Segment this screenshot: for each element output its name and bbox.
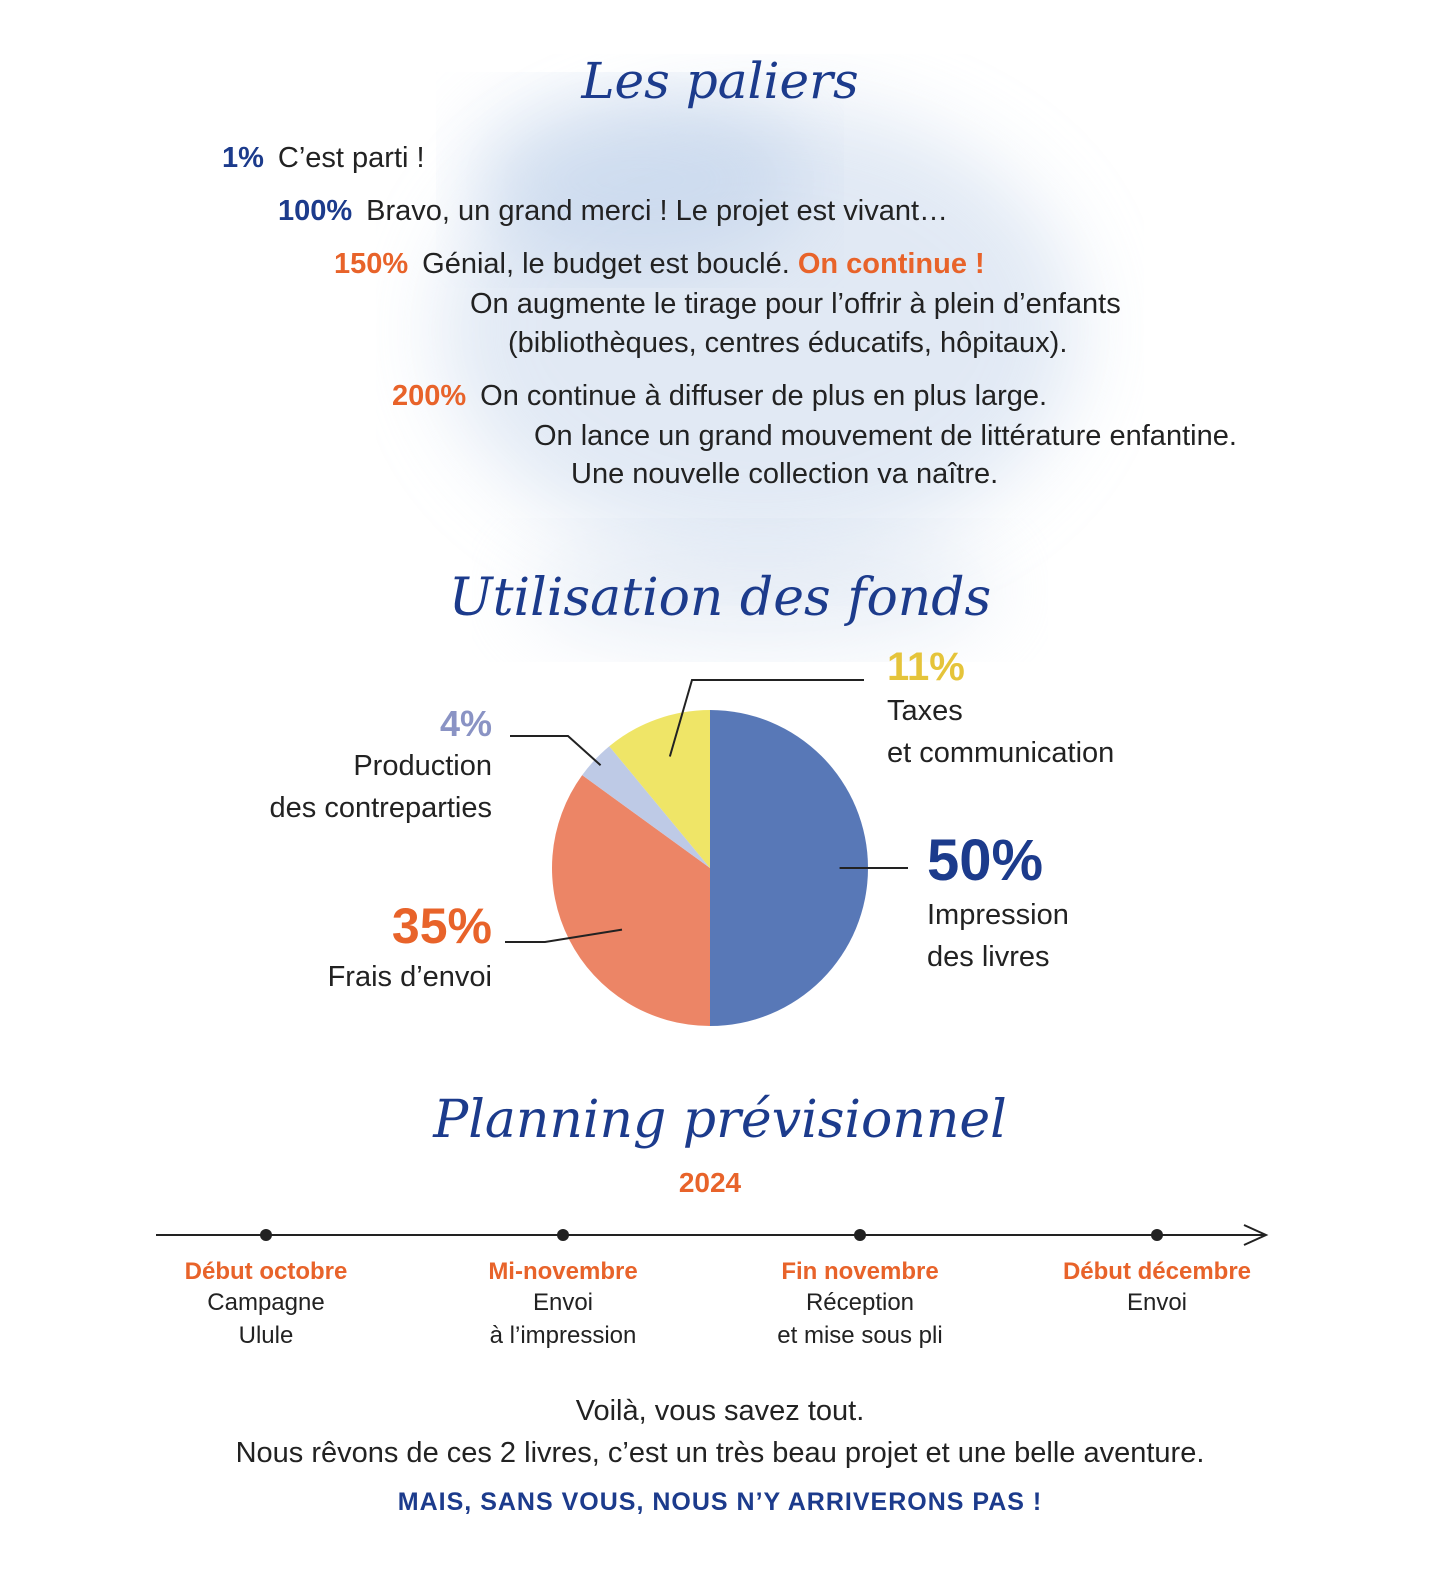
label-production bbox=[200, 703, 492, 829]
footer-cta: MAIS, SANS VOUS, NOUS N’Y ARRIVERONS PAS ! bbox=[397, 1488, 1043, 1516]
label-envoi-line1: Frais d’envoi bbox=[327, 961, 492, 993]
tier-1-pct: 1% bbox=[222, 142, 264, 174]
tier-150-pct: 150% bbox=[334, 248, 409, 280]
tier-200-text: On continue à diffuser de plus en plus large. bbox=[480, 380, 1048, 412]
milestone-1-line2: Ulule bbox=[238, 1322, 294, 1349]
milestone-1-line1: Campagne bbox=[207, 1289, 325, 1316]
footer-line2: Nous rêvons de ces 2 livres, c’est un très beau projet et une belle aventure. bbox=[235, 1437, 1205, 1469]
label-impression bbox=[927, 828, 1069, 978]
label-taxes-line2: et communication bbox=[887, 737, 1115, 769]
timeline-dot-3 bbox=[854, 1229, 866, 1241]
milestone-4-line1: Envoi bbox=[1126, 1289, 1188, 1316]
leader-line-3 bbox=[510, 736, 601, 765]
tier-100-pct: 100% bbox=[278, 195, 353, 227]
tiers-title: Les paliers bbox=[581, 52, 859, 110]
milestone-3-date: Fin novembre bbox=[781, 1258, 939, 1285]
timeline-dot-4 bbox=[1151, 1229, 1163, 1241]
milestone-3-line2: et mise sous pli bbox=[777, 1322, 943, 1349]
milestone-4-date: Début décembre bbox=[1062, 1258, 1252, 1285]
milestone-2-line2: à l’impression bbox=[489, 1322, 637, 1349]
label-production-line1: Production bbox=[353, 750, 492, 782]
label-envoi bbox=[200, 896, 492, 998]
planning-year: 2024 bbox=[678, 1167, 742, 1198]
milestone-1-date: Début octobre bbox=[184, 1258, 348, 1285]
tier-150 bbox=[334, 248, 985, 281]
timeline-dot-1 bbox=[260, 1229, 272, 1241]
tier-150-line1: On augmente le tirage pour l’offrir à plein d’enfants bbox=[470, 288, 1121, 320]
timeline-dot-2 bbox=[557, 1229, 569, 1241]
milestone-4 bbox=[1027, 1258, 1287, 1319]
label-production-line2: des contreparties bbox=[269, 792, 492, 824]
footer-line1: Voilà, vous savez tout. bbox=[575, 1395, 865, 1427]
funds-title: Utilisation des fonds bbox=[448, 568, 992, 628]
tier-200 bbox=[392, 380, 1047, 413]
milestone-2-line1: Envoi bbox=[532, 1289, 594, 1316]
tier-1 bbox=[222, 142, 425, 175]
tier-200-line1: On lance un grand mouvement de littérature enfantine. bbox=[534, 420, 1237, 452]
tier-200-pct: 200% bbox=[392, 380, 467, 412]
tier-100-text: Bravo, un grand merci ! Le projet est vivant… bbox=[366, 195, 949, 227]
label-impression-pct: 50% bbox=[927, 828, 1044, 893]
label-impression-line1: Impression bbox=[927, 899, 1069, 931]
milestone-1 bbox=[136, 1258, 396, 1352]
label-taxes bbox=[887, 645, 1114, 774]
label-taxes-pct: 11% bbox=[887, 645, 965, 689]
timeline bbox=[0, 1220, 1440, 1250]
tier-150-text: Génial, le budget est bouclé. bbox=[422, 248, 790, 280]
label-envoi-pct: 35% bbox=[391, 898, 492, 954]
milestone-2 bbox=[433, 1258, 693, 1352]
planning-title: Planning prévisionnel bbox=[433, 1090, 1007, 1150]
label-production-pct: 4% bbox=[439, 703, 492, 744]
milestone-3-line1: Réception bbox=[805, 1289, 915, 1316]
tier-150-extra: On continue ! bbox=[797, 248, 985, 280]
label-taxes-line1: Taxes bbox=[887, 695, 963, 727]
milestone-3 bbox=[730, 1258, 990, 1352]
tier-1-text: C’est parti ! bbox=[277, 142, 425, 174]
tier-200-line2: Une nouvelle collection va naître. bbox=[571, 458, 999, 490]
label-impression-line2: des livres bbox=[927, 941, 1050, 973]
milestone-2-date: Mi-novembre bbox=[488, 1258, 638, 1285]
tier-100 bbox=[278, 195, 948, 228]
tier-150-line2: (bibliothèques, centres éducatifs, hôpitaux). bbox=[508, 327, 1068, 359]
